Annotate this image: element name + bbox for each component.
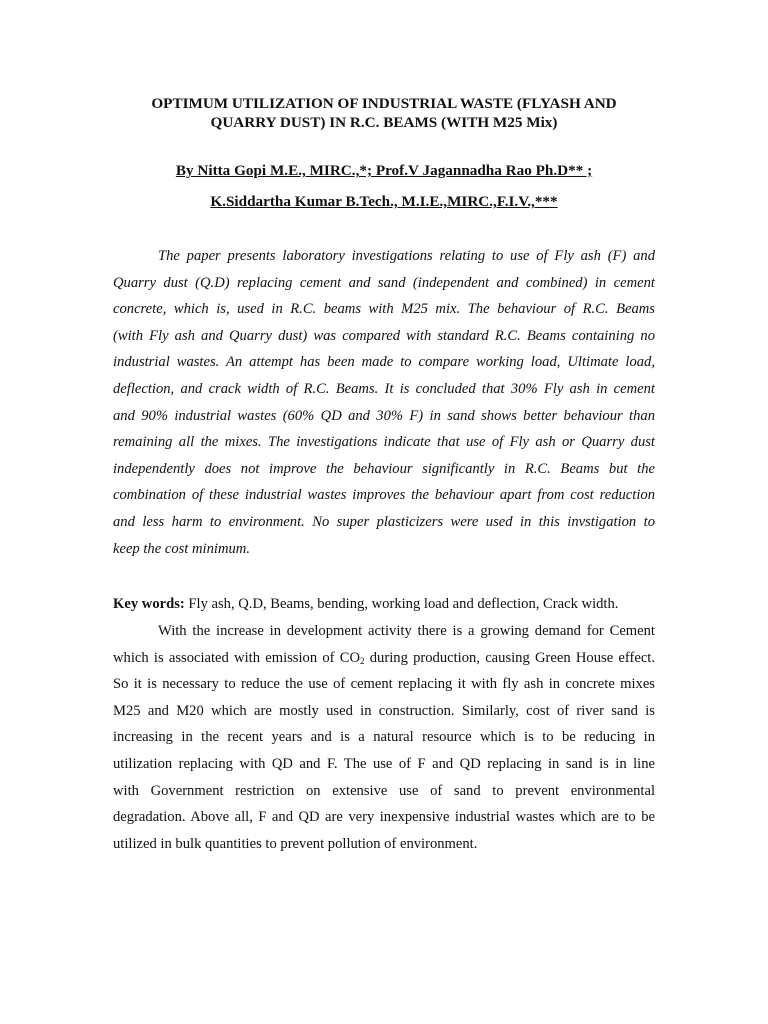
title-line-1: OPTIMUM UTILIZATION OF INDUSTRIAL WASTE (FLYASH AND <box>151 95 617 112</box>
abstract-line: deflection, and crack width of R.C. Beams. It is concluded that 30% Fly ash in cement <box>113 380 655 397</box>
authors-line-1: By Nitta Gopi M.E., MIRC.,*; Prof.V Jagannadha Rao Ph.D** ; <box>175 162 593 179</box>
body-line <box>113 645 655 672</box>
abstract-line: remaining all the mixes. The investigations indicate that use of Fly ash or Quarry dust <box>113 434 655 451</box>
abstract <box>113 243 655 562</box>
body-line: increasing in the recent years and is a natural resource which is to be reducing in <box>113 729 655 746</box>
keywords-text: Fly ash, Q.D, Beams, bending, working load and deflection, Crack width. <box>184 596 619 612</box>
abstract-line: independently does not improve the behaviour significantly in R.C. Beams but the <box>113 460 655 477</box>
abstract-line: (with Fly ash and Quarry dust) was compared with standard R.C. Beams containing no <box>113 327 655 344</box>
title-line-2: QUARRY DUST) IN R.C. BEAMS (WITH M25 Mix) <box>210 114 558 131</box>
body-paragraph <box>113 618 655 857</box>
body-line-text: during production, causing Green House effect. <box>364 649 656 666</box>
abstract-line: keep the cost minimum. <box>113 540 250 557</box>
authors-line-2: K.Siddartha Kumar B.Tech., M.I.E.,MIRC.,F.I.V.,*** <box>210 193 558 210</box>
abstract-line: and less harm to environment. No super plasticizers were used in this invstigation to <box>113 513 655 530</box>
abstract-line: industrial wastes. An attempt has been made to compare working load, Ultimate load, <box>113 354 655 371</box>
abstract-line: and 90% industrial wastes (60% QD and 30% F) in sand shows better behaviour than <box>113 407 655 424</box>
body-line: degradation. Above all, F and QD are very inexpensive industrial wastes which are to be <box>113 809 655 826</box>
keywords <box>113 591 655 618</box>
body-line: With the increase in development activity there is a growing demand for Cement <box>158 623 655 639</box>
body-line: So it is necessary to reduce the use of cement replacing it with fly ash in concrete mixes <box>113 676 655 693</box>
paper-title <box>100 94 668 132</box>
subscript: 2 <box>360 655 365 666</box>
abstract-line: concrete, which is, used in R.C. beams with M25 mix. The behaviour of R.C. Beams <box>113 301 655 318</box>
abstract-line: The paper presents laboratory investigations relating to use of Fly ash (F) and <box>158 248 655 264</box>
body-line-text: which is associated with emission of CO <box>113 649 361 666</box>
keywords-label: Key words: <box>113 596 185 612</box>
body-line: utilized in bulk quantities to prevent pollution of environment. <box>113 835 478 852</box>
body-line: M25 and M20 which are mostly used in construction. Similarly, cost of river sand is <box>113 702 655 719</box>
abstract-line: combination of these industrial wastes improves the behaviour apart from cost reduction <box>113 487 655 504</box>
abstract-line: Quarry dust (Q.D) replacing cement and sand (independent and combined) in cement <box>113 274 655 291</box>
body-line: utilization replacing with QD and F. The use of F and QD replacing in sand is in line <box>113 755 655 772</box>
body-line: with Government restriction on extensive use of sand to prevent environmental <box>113 782 655 799</box>
